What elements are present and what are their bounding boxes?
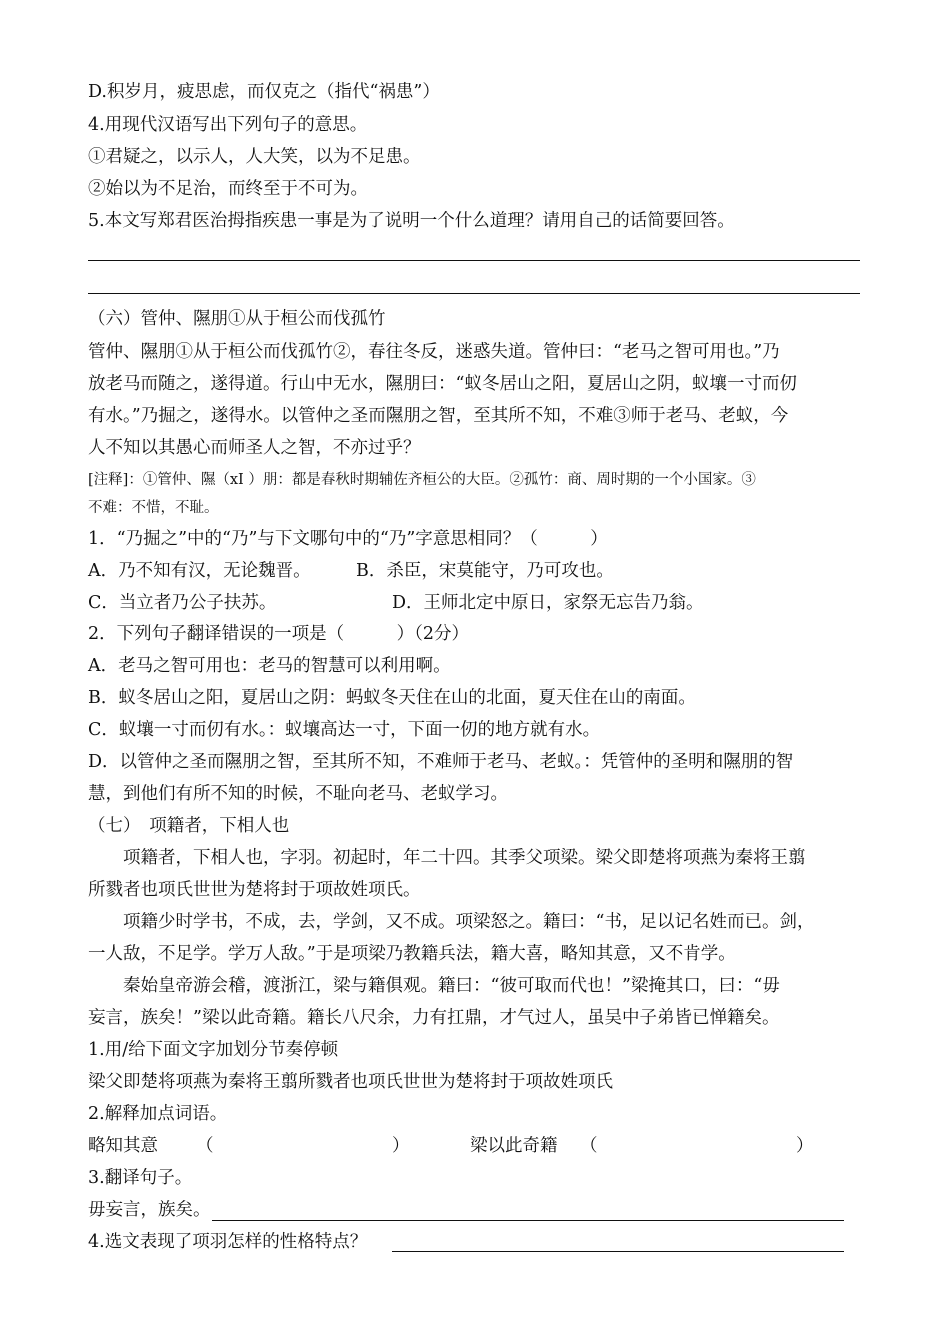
s7-q2-term-a: 略知其意 xyxy=(88,1136,158,1156)
s7-paragraph-line: 妄言，族矣！”梁以此奇籍。籍长八尺余，力有扛鼎，才气过人，虽吴中子弟皆已惮籍矣。 xyxy=(88,1008,780,1028)
s6-q2-option-b: B．蚁冬居山之阳，夏居山之阴：蚂蚁冬天住在山的北面，夏天住在山的南面。 xyxy=(88,688,696,708)
s7-question-4: 4.选文表现了项羽怎样的性格特点？ xyxy=(88,1232,368,1252)
s5-option-d: D.积岁月，疲思虑，而仅克之（指代“祸患”） xyxy=(88,82,440,102)
s7-paragraph-line: 一人敌，不足学。学万人敌。”于是项梁乃教籍兵法，籍大喜，略知其意，又不肯学。 xyxy=(88,944,736,964)
s7-title: （七） 项籍者，下相人也 xyxy=(88,816,290,836)
answer-line xyxy=(212,1220,844,1221)
s7-q2-paren-close-a: ） xyxy=(392,1136,410,1156)
s7-question-1: 1.用/给下面文字加划分节奏停顿 xyxy=(88,1040,339,1060)
s6-q2-option-d: D．以管仲之圣而隰朋之智，至其所不知，不难师于老马、老蚁。：凭管仲的圣明和隰朋的智 xyxy=(88,752,794,772)
s7-paragraph-line: 项籍少时学书，不成，去，学剑，又不成。项梁怒之。籍曰：“书，足以记名姓而已。剑， xyxy=(88,912,815,932)
s5-question-5: 5.本文写郑君医治拇指疾患一事是为了说明一个什么道理？请用自己的话简要回答。 xyxy=(88,211,735,231)
s6-q1-option-b: B．杀臣，宋莫能守，乃可攻也。 xyxy=(356,561,614,581)
s5-question-4: 4.用现代汉语写出下列句子的意思。 xyxy=(88,115,368,135)
s5-question-4-item-1: ①君疑之，以示人，人大笑，以为不足患。 xyxy=(88,147,421,167)
answer-line xyxy=(88,293,860,294)
s6-title: （六）管仲、隰朋①从于桓公而伐孤竹 xyxy=(88,309,386,329)
s7-q2-term-b: 梁以此奇籍 xyxy=(470,1136,558,1156)
s6-q2-option-a: A．老马之智可用也：老马的智慧可以利用啊。 xyxy=(88,656,451,676)
s6-q2-option-d-cont: 慧，到他们有所不知的时候，不耻向老马、老蚁学习。 xyxy=(88,784,508,804)
s7-paragraph-line: 项籍者，下相人也，字羽。初起时，年二十四。其季父项梁。梁父即楚将项燕为秦将王翦 xyxy=(88,848,806,868)
s6-note-line: 不难：不惜，不耻。 xyxy=(88,500,219,516)
s7-q2-paren-close-b: ） xyxy=(796,1136,814,1156)
s6-text-line: 放老马而随之，遂得道。行山中无水，隰朋曰：“蚁冬居山之阳，夏居山之阴，蚁壤一寸而仞 xyxy=(88,374,797,394)
s6-note-line: [注释]：①管仲、隰（xI ）朋：都是春秋时期辅佐齐桓公的大臣。②孤竹：商、周时期的一个小国家。③ xyxy=(88,472,756,488)
s5-question-4-item-2: ②始以为不足治，而终至于不可为。 xyxy=(88,179,368,199)
s7-q1-text: 梁父即楚将项燕为秦将王翦所戮者也项氏世世为楚将封于项故姓项氏 xyxy=(88,1072,613,1092)
s6-text-line: 人不知以其愚心而师圣人之智，不亦过乎？ xyxy=(88,438,421,458)
s7-q3-text: 毋妄言，族矣。 xyxy=(88,1200,211,1220)
s7-question-3: 3.翻译句子。 xyxy=(88,1168,193,1188)
s7-paragraph-line: 所戮者也项氏世世为楚将封于项故姓项氏。 xyxy=(88,880,421,900)
s7-q2-paren-open-a: （ xyxy=(196,1136,214,1156)
s6-q1-option-c: C．当立者乃公子扶苏。 xyxy=(88,593,277,613)
s7-paragraph-line: 秦始皇帝游会稽，渡浙江，梁与籍俱观。籍曰：“彼可取而代也！”梁掩其口，曰：“毋 xyxy=(88,976,780,996)
s6-text-line: 管仲、隰朋①从于桓公而伐孤竹②，春往冬反，迷惑失道。管仲曰：“老马之智可用也。”乃 xyxy=(88,342,780,362)
s7-question-2: 2.解释加点词语。 xyxy=(88,1104,228,1124)
s6-question-2: 2．下列句子翻译错误的一项是（ ）（2分） xyxy=(88,624,470,644)
answer-line xyxy=(88,260,860,261)
s6-q1-option-d: D．王师北定中原日，家祭无忘告乃翁。 xyxy=(392,593,704,613)
s6-question-1: 1．“乃掘之”中的“乃”与下文哪句中的“乃”字意思相同？（ ） xyxy=(88,529,608,549)
answer-line xyxy=(392,1251,844,1252)
s6-q2-option-c: C．蚁壤一寸而仞有水。：蚁壤高达一寸，下面一仞的地方就有水。 xyxy=(88,720,601,740)
s7-q2-paren-open-b: （ xyxy=(580,1136,598,1156)
s6-q1-option-a: A．乃不知有汉，无论魏晋。 xyxy=(88,561,311,581)
s6-text-line: 有水。”乃掘之，遂得水。以管仲之圣而隰朋之智，至其所不知，不难③师于老马、老蚁，今 xyxy=(88,406,789,426)
